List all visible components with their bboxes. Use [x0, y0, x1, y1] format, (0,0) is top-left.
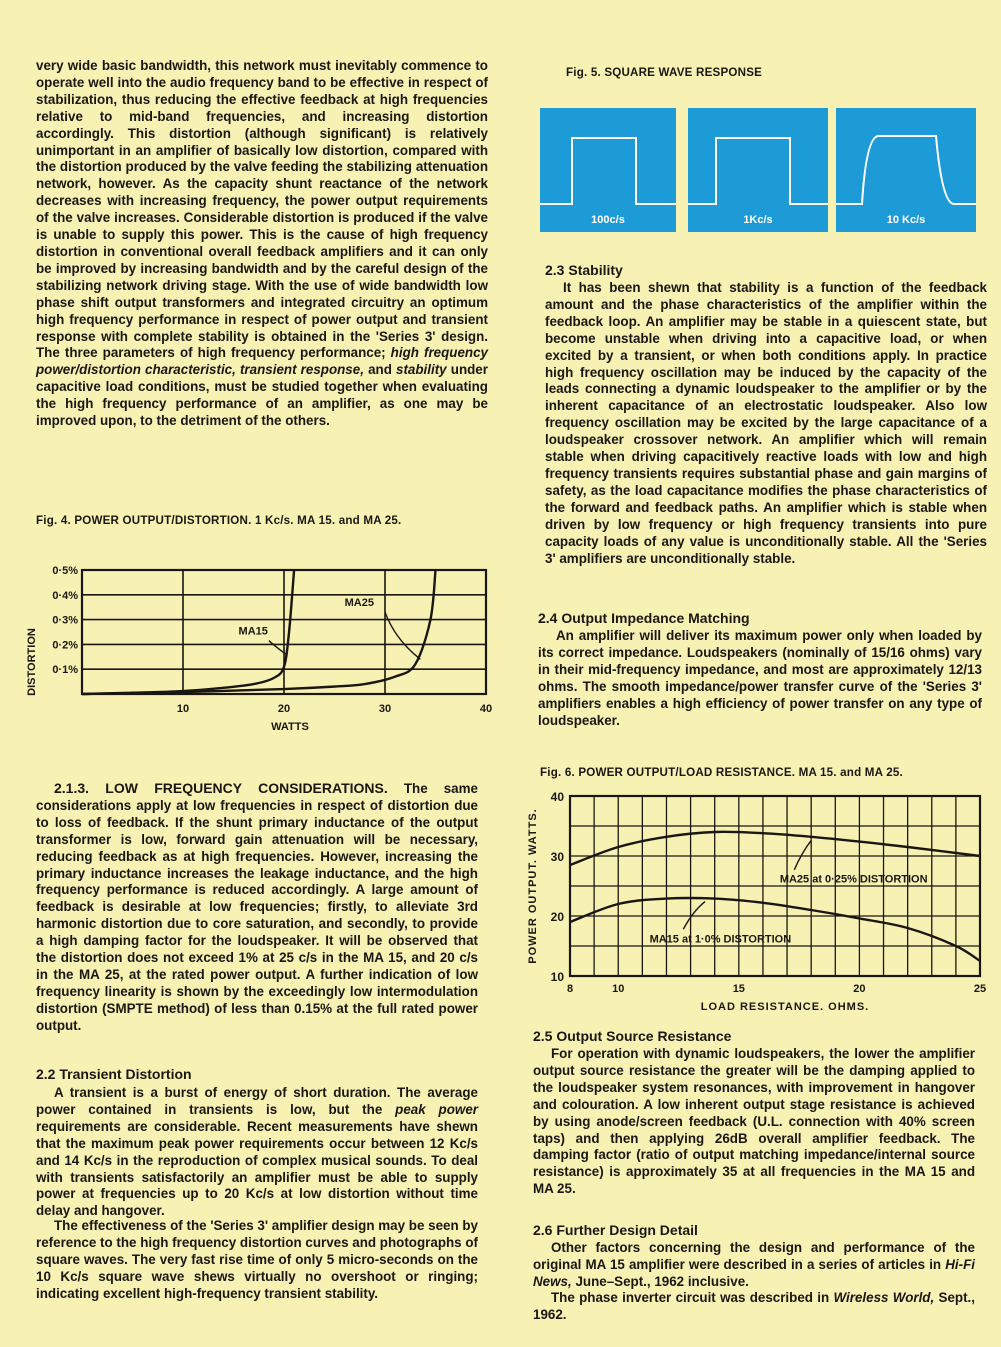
series-label-ma25: MA25	[344, 596, 374, 609]
sec-213-paragraph: 2.1.3. LOW FREQUENCY CONSIDERATIONS. The same considerations apply at low frequencies in respect of distortion due to loss of feedback. If the shunt primary inductance of the output transformer is low, forward gain attenuation will be necessary, reducing feedback as at high frequencies. However, increasing the primary inductance increases the leakage inductance, and the high frequency performance is reduced accordingly. A large amount of feedback is desirable at low frequencies; firstly, to alleviate 3rd harmonic distortion due to core saturation, and secondly, to provide a high damping factor for the loudspeaker. It will be observed that the distortion does not exceed 1% at 25 c/s in the MA 15, and 20 c/s in the MA 25, at the rated power output. A further indication of low frequency linearity is shown by the exceedingly low intermodulation distortion (SMPTE method) of less than 0.15% at the full rated power output.	[36, 780, 478, 1033]
y-tick-label: 0·1%	[52, 664, 78, 677]
sec-25-heading: 2.5 Output Source Resistance	[533, 1028, 732, 1044]
sec-26-paragraph-2: The phase inverter circuit was described in Wireless World, Sept., 1962.	[533, 1290, 975, 1322]
x-axis-label: WATTS	[271, 721, 309, 733]
square-wave-label: 1Kc/s	[743, 214, 773, 226]
fig4-caption: Fig. 4. POWER OUTPUT/DISTORTION. 1 Kc/s. MA 15. and MA 25.	[36, 514, 402, 527]
series-label-ma25: MA25 at 0·25% DISTORTION	[779, 873, 928, 886]
x-tick-label: 8	[566, 983, 574, 995]
x-tick-label: 40	[479, 703, 492, 715]
fig4-distortion-chart	[22, 558, 492, 736]
square-wave-label: 10 Kc/s	[886, 214, 926, 226]
sec-22-paragraph-2: The effectiveness of the 'Series 3' amplifier design may be seen by reference to the high frequency distortion curves and photographs of square waves. The very fast rise time of only 5 micro-seconds on the 10 Kc/s square wave shews virtually no overshoot or ringing; indicating excellent high-frequency transient stability.	[36, 1218, 478, 1301]
sec-25-paragraph: For operation with dynamic loudspeakers, the lower the amplifier output source resistance the greater will be the damping applied to the loudspeaker system resonances, with improvement in hangover and colouration. A low inherent output stage resistance is achieved by using anode/screen feedback (U.L. connection with 40% screen taps) and then applying 26dB overall amplifier feedback. The damping factor (ratio of output matching impedance/internal source resistance) is approximately 35 at all frequencies in the MA 15 and MA 25.	[533, 1046, 975, 1197]
sec-24-paragraph: An amplifier will deliver its maximum power only when loaded by its correct impedance. Loudspeakers (nominally of 15/16 ohms) vary in their mid-frequency impedance, and most are approximately 12/13 ohms. The smooth impedance/power transfer curve of the 'Series 3' amplifiers enables a high efficiency of power transfer on any type of loudspeaker.	[538, 628, 982, 728]
sec-22-heading: 2.2 Transient Distortion	[36, 1066, 192, 1082]
x-axis-label: LOAD RESISTANCE. OHMS.	[700, 1001, 870, 1013]
x-tick-label: 25	[973, 983, 987, 995]
x-tick-label: 20	[853, 983, 866, 995]
y-tick-label: 10	[550, 970, 564, 984]
series-pointer-ma25	[794, 840, 811, 869]
y-axis-label: POWER OUTPUT. WATTS.	[527, 808, 539, 964]
y-tick-label: 0·5%	[52, 565, 78, 577]
sec-24-heading: 2.4 Output Impedance Matching	[538, 610, 750, 626]
y-tick-label: 0·4%	[52, 589, 78, 602]
series-label-ma15: MA15	[238, 625, 268, 638]
left-intro-paragraph: very wide basic bandwidth, this network must inevitably commence to operate well into the audio frequency band to be effective in respect of stabilization, thus reducing the effective feedback at high frequencies relative to mid-band frequencies, and increasing distortion accordingly. This distortion (although significant) is relatively unimportant in an amplifier of basically low distortion, compared with the distortion produced by the valve feeding the stabilizing attenuation network, however. As the capacity shunt reactance of the network decreases with increasing frequency, the power output requirements of the valve increases. Considerable distortion is produced if the valve is unable to supply this power. This is the cause of high frequency distortion in conventional overall feedback amplifiers and it can only be improved by increasing bandwidth and by the careful design of the stabilizing network driving stage. With the use of wide bandwidth low phase shift output transformers and integrated circuitry an optimum high frequency performance in respect of power output and transient response with complete stability is obtained in the 'Series 3' design. The three parameters of high frequency performance; high frequency power/distortion characteristic, transient response, and stability under capacitive load conditions, must be studied together when evaluating the high frequency performance of an amplifier, as one may be improved upon, to the detriment of the others.	[36, 58, 488, 429]
sec-23-paragraph: It has been shewn that stability is a function of the feedback amount and the phase characteristics of the amplifier within the feedback loop. An amplifier may be stable in a quiescent state, but become unstable when driving into a capacitive load, or when excited by a transient, or when both conditions apply. In practice high frequency oscillation may be induced by the capacity of the leads connecting a dynamic loudspeaker to the amplifier or by the inherent capacitance of an electrostatic loudspeaker. Also low frequency oscillation may be excited by the large capacitance of a loudspeaker crossover network. An amplifier which will remain stable when driving capacitively reactive loads with low and high frequency transients requires substantial phase and gain margins of safety, as the load capacitance modifies the phase characteristics of the forward and feedback paths. An amplifier which is stable when driven by low frequency or high frequency transients into pure capacity loads of any value is unconditionally stable. All the 'Series 3' amplifiers are unconditionally stable.	[545, 280, 987, 566]
series-line-ma25	[570, 832, 980, 865]
y-tick-label: 20	[550, 910, 564, 924]
square-wave-panel-3	[836, 108, 976, 232]
fig6-power-chart	[520, 786, 990, 1018]
y-tick-label: 40	[550, 790, 564, 804]
sec-26-heading: 2.6 Further Design Detail	[533, 1222, 698, 1238]
x-tick-label: 10	[612, 983, 625, 995]
y-tick-label: 0·2%	[52, 639, 78, 652]
fig5-caption: Fig. 5. SQUARE WAVE RESPONSE	[566, 66, 763, 79]
series-label-ma15: MA15 at 1·0% DISTORTION	[649, 933, 792, 946]
sec-213-heading: 2.1.3. LOW FREQUENCY CONSIDERATIONS.	[54, 780, 388, 796]
x-tick-label: 15	[732, 983, 745, 995]
series-line-ma15	[570, 898, 980, 961]
y-tick-label: 0·3%	[52, 614, 78, 627]
y-tick-label: 30	[550, 850, 564, 864]
x-tick-label: 10	[176, 703, 190, 715]
x-tick-label: 20	[277, 703, 291, 715]
sec-22-paragraph-1: A transient is a burst of energy of short duration. The average power contained in transients is low, but the peak power requirements are considerable. Recent measurements have shewn that the maximum peak power requirements occur between 12 Kc/s and 14 Kc/s in the reproduction of complex musical sounds. To deal with transients satisfactorily an amplifier must be able to supply power at frequencies up to 20 Kc/s at low distortion without time delay and hangover.	[36, 1085, 478, 1219]
sec-23-heading: 2.3 Stability	[545, 262, 623, 278]
x-tick-label: 30	[378, 703, 392, 715]
sec-26-paragraph-1: Other factors concerning the design and performance of the original MA 15 amplifier were described in a series of articles in Hi-Fi News, June–Sept., 1962 inclusive.	[533, 1240, 975, 1289]
square-wave-label: 100c/s	[591, 214, 625, 226]
square-wave-panel-1	[540, 108, 676, 232]
fig6-caption: Fig. 6. POWER OUTPUT/LOAD RESISTANCE. MA 15. and MA 25.	[540, 766, 903, 779]
y-axis-label: DISTORTION	[26, 628, 38, 696]
square-wave-panel-2	[688, 108, 828, 232]
